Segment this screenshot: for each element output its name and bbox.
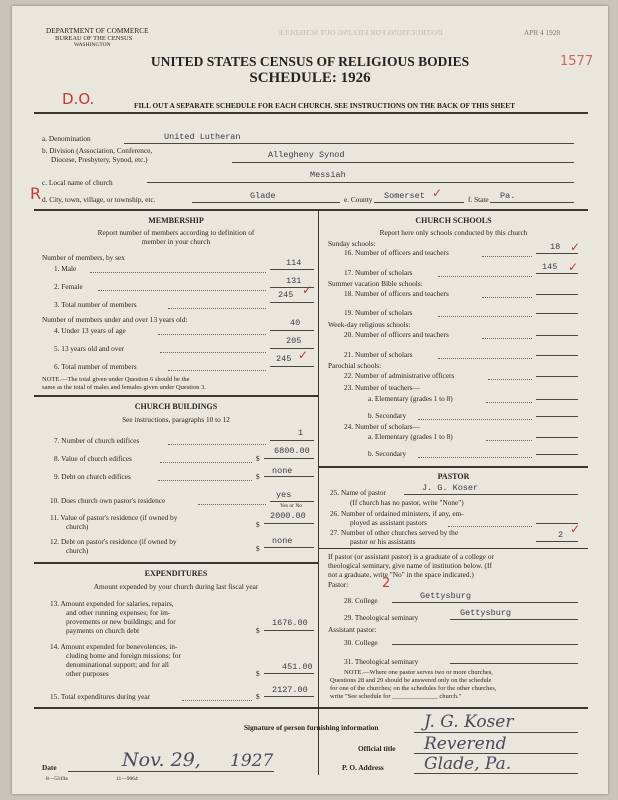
weekday-schools-label: Week-day religious schools:: [328, 320, 411, 329]
schools-heading: CHURCH SCHOOLS: [415, 216, 492, 225]
q29-label: 29. Theological seminary: [344, 613, 419, 622]
q24-label: 24. Number of scholars—: [344, 422, 420, 431]
dollar-sign: $: [256, 669, 260, 678]
pastor-heading: PASTOR: [437, 472, 470, 481]
division-value: Allegheny Synod: [268, 150, 345, 160]
membership-heading: MEMBERSHIP: [148, 216, 204, 225]
received-stamp: APR 4 1928: [524, 28, 561, 37]
check-mark: ✓: [298, 348, 309, 362]
q13-label-1: 13. Amount expended for salaries, repairs,: [50, 599, 174, 608]
county-value: Somerset: [384, 191, 425, 201]
graduate-note-3: not a graduate, write "No" in the space indicated.): [328, 570, 474, 579]
po-address-value: Glade, Pa.: [424, 754, 512, 774]
division-label-cont: Diocese, Presbytery, Synod, etc.): [51, 155, 148, 164]
serial-number: 1577: [560, 54, 594, 69]
q1-label: 1. Male: [54, 264, 77, 273]
expenditures-heading: EXPENDITURES: [144, 569, 208, 578]
q20-label: 20. Number of officers and teachers: [344, 330, 449, 339]
buildings-heading: CHURCH BUILDINGS: [134, 402, 218, 411]
check-mark: ✓: [570, 522, 581, 536]
local-name-label: c. Local name of church: [42, 178, 113, 187]
review-mark: R: [30, 184, 42, 203]
q26-label-cont: ployed as assistant pastors: [350, 518, 427, 527]
q29-value: Gettysburg: [460, 608, 512, 618]
age-label: Number of members under and over 13 years old:: [42, 315, 188, 324]
q12-label-cont: church): [66, 546, 89, 555]
dollar-sign: $: [256, 626, 260, 635]
q3-value: 245: [278, 290, 294, 300]
q24a-label: a. Elementary (grades 1 to 8): [368, 432, 453, 441]
general-instruction: FILL OUT A SEPARATE SCHEDULE FOR EACH CHURCH. SEE INSTRUCTIONS ON THE BACK OF THIS SHEET: [134, 101, 516, 110]
parochial-schools-label: Parochial schools:: [328, 361, 382, 370]
q13-label-3: provements or new buildings; and for: [66, 617, 176, 626]
dollar-sign: $: [256, 544, 260, 553]
q27-label-cont: pastor or his assistants: [350, 537, 416, 546]
q9-value: none: [272, 466, 293, 476]
q11-value: 2000.00: [270, 511, 306, 521]
q16-label: 16. Number of officers and teachers: [344, 248, 449, 257]
dollar-sign: $: [256, 520, 260, 529]
q23b-label: b. Secondary: [368, 411, 407, 420]
state-value: Pa.: [500, 191, 516, 201]
membership-footnote-2: same as the total of males and females given under Question 3.: [42, 384, 206, 391]
q16-value: 18: [550, 242, 561, 252]
official-title-value: Reverend: [424, 734, 507, 754]
pastor-sublabel: Pastor:: [328, 580, 349, 589]
q4-label: 4. Under 13 years of age: [54, 326, 126, 335]
q8-value: 6800.00: [274, 446, 310, 456]
q15-value: 2127.00: [272, 685, 308, 695]
census-schedule-sheet: [12, 6, 608, 794]
q7-value: 1: [298, 428, 304, 438]
q17-label: 17. Number of scholars: [344, 268, 413, 277]
q30-label: 30. College: [344, 638, 378, 647]
pastor-footnote-2: Questions 28 and 29 should be answered only on the schedule: [330, 677, 492, 684]
bleed-through-text: INSTRUCTIONS FOR FILLING OUT SCHEDULE: [278, 28, 443, 37]
q13-label-4: payments on church debt: [66, 626, 140, 635]
q11-label: 11. Value of pastor's residence (if owned by: [50, 513, 178, 522]
q2-value: 131: [286, 276, 302, 286]
q14-label-3: denominational support; and for all: [66, 660, 169, 669]
q27-label: 27. Number of other churches served by the: [330, 528, 459, 537]
state-label: f. State: [468, 195, 489, 204]
q9-label: 9. Debt on church edifices: [54, 472, 131, 481]
q23a-label: a. Elementary (grades 1 to 8): [368, 394, 453, 403]
q13-value: 1676.00: [272, 618, 308, 628]
graduate-note-1: If pastor (or assistant pastor) is a graduate of a college or: [328, 552, 494, 561]
membership-footnote-1: NOTE.—The total given under Question 6 should be the: [42, 376, 190, 383]
q1-value: 114: [286, 258, 302, 268]
form-title: UNITED STATES CENSUS OF RELIGIOUS BODIES: [150, 54, 470, 69]
dollar-sign: $: [256, 472, 260, 481]
county-label: e. County: [344, 195, 373, 204]
q14-label-1: 14. Amount expended for benevolences, in-: [50, 642, 178, 651]
city-value: Glade: [250, 191, 276, 201]
q14-label-2: cluding home and foreign missions; for: [66, 651, 181, 660]
q8-label: 8. Value of church edifices: [54, 454, 132, 463]
q6-label: 6. Total number of members: [54, 362, 137, 371]
q23-label: 23. Number of teachers—: [344, 383, 420, 392]
division-label: b. Division (Association, Conference,: [42, 146, 153, 155]
q21-label: 21. Number of scholars: [344, 350, 413, 359]
q14-value: 451.00: [282, 662, 313, 672]
official-title-label: Official title: [358, 744, 396, 753]
city-name: WASHINGTON: [74, 42, 111, 48]
q5-value: 205: [286, 336, 302, 346]
pastor-footnote-4: write "See schedule for ______________ church.": [330, 693, 462, 700]
bureau-name: BUREAU OF THE CENSUS: [55, 35, 133, 42]
schools-subheading: Report here only schools conducted by this church: [379, 228, 528, 237]
yes-no-hint: Yes or No: [280, 503, 303, 509]
city-label: d. City, town, village, or township, etc.: [42, 195, 156, 204]
date-value: Nov. 29,: [122, 749, 201, 771]
sunday-schools-label: Sunday schools:: [328, 239, 376, 248]
graduate-note-2: theological seminary, give name of institution below. (If: [328, 561, 492, 570]
check-mark: ✓: [568, 260, 579, 274]
schedule-title: SCHEDULE: 1926: [249, 70, 371, 86]
summer-schools-label: Summer vacation Bible schools:: [328, 279, 423, 288]
q19-label: 19. Number of scholars: [344, 308, 413, 317]
q27-value: 2: [558, 530, 564, 540]
assistant-sublabel: Assistant pastor:: [328, 625, 377, 634]
date-label: Date: [42, 763, 57, 772]
q14-label-4: other purposes: [66, 669, 109, 678]
membership-note-2: member in your church: [141, 237, 211, 246]
denomination-value: United Lutheran: [164, 132, 241, 142]
q2-label: 2. Female: [54, 282, 83, 291]
dept-name: DEPARTMENT OF COMMERCE: [46, 26, 149, 35]
form-number: 8—5319a: [46, 776, 68, 782]
q6-value: 245: [276, 354, 292, 364]
expenditures-subheading: Amount expended by your church during last fiscal year: [93, 582, 259, 591]
q10-value: yes: [276, 490, 292, 500]
q5-label: 5. 13 years old and over: [54, 344, 125, 353]
denomination-label: a. Denomination: [42, 134, 91, 143]
dollar-sign: $: [256, 692, 260, 701]
pastor-footnote-3: for one of the churches; on the schedules for the other churches,: [330, 685, 497, 692]
date-year: 1927: [230, 751, 274, 771]
q12-value: none: [272, 536, 293, 546]
q15-label: 15. Total expenditures during year: [50, 692, 151, 701]
local-name-value: Messiah: [310, 170, 346, 180]
q25-label: 25. Name of pastor: [330, 488, 386, 497]
buildings-instruction: See instructions, paragraphs 10 to 12: [122, 415, 230, 424]
q26-label: 26. Number of ordained ministers, if any, em-: [330, 509, 464, 518]
check-mark: ✓: [302, 283, 313, 297]
q7-label: 7. Number of church edifices: [54, 436, 140, 445]
q24b-label: b. Secondary: [368, 449, 407, 458]
q10-label: 10. Does church own pastor's residence: [50, 496, 166, 505]
q11-label-cont: church): [66, 522, 89, 531]
q18-label: 18. Number of officers and teachers: [344, 289, 449, 298]
q13-label-2: and other running expenses; for im-: [66, 608, 171, 617]
q12-label: 12. Debt on pastor's residence (if owned by: [50, 537, 177, 546]
review-mark: 2: [382, 576, 391, 591]
membership-note-1: Report number of members according to definition of: [97, 228, 255, 237]
members-by-sex-label: Number of members, by sex: [42, 253, 125, 262]
q25-note: (If church has no pastor, write "None"): [350, 498, 464, 507]
po-address-label: P. O. Address: [342, 763, 384, 772]
q31-label: 31. Theological seminary: [344, 657, 419, 666]
q22-label: 22. Number of administrative officers: [344, 371, 455, 380]
pastor-footnote-1: NOTE.—Where one pastor serves two or more churches,: [344, 669, 493, 676]
q17-value: 145: [542, 262, 558, 272]
signature-label: Signature of person furnishing information: [244, 723, 379, 732]
q3-label: 3. Total number of members: [54, 300, 137, 309]
q28-label: 28. College: [344, 596, 378, 605]
check-mark: ✓: [570, 240, 581, 254]
print-number: 11—9064: [116, 776, 138, 782]
q28-value: Gettysburg: [420, 591, 472, 601]
q25-value: J. G. Koser: [422, 483, 479, 493]
check-mark: ✓: [432, 186, 443, 200]
dollar-sign: $: [256, 454, 260, 463]
office-mark: D.O.: [62, 90, 95, 108]
signature-value: J. G. Koser: [424, 712, 514, 732]
q4-value: 40: [290, 318, 301, 328]
